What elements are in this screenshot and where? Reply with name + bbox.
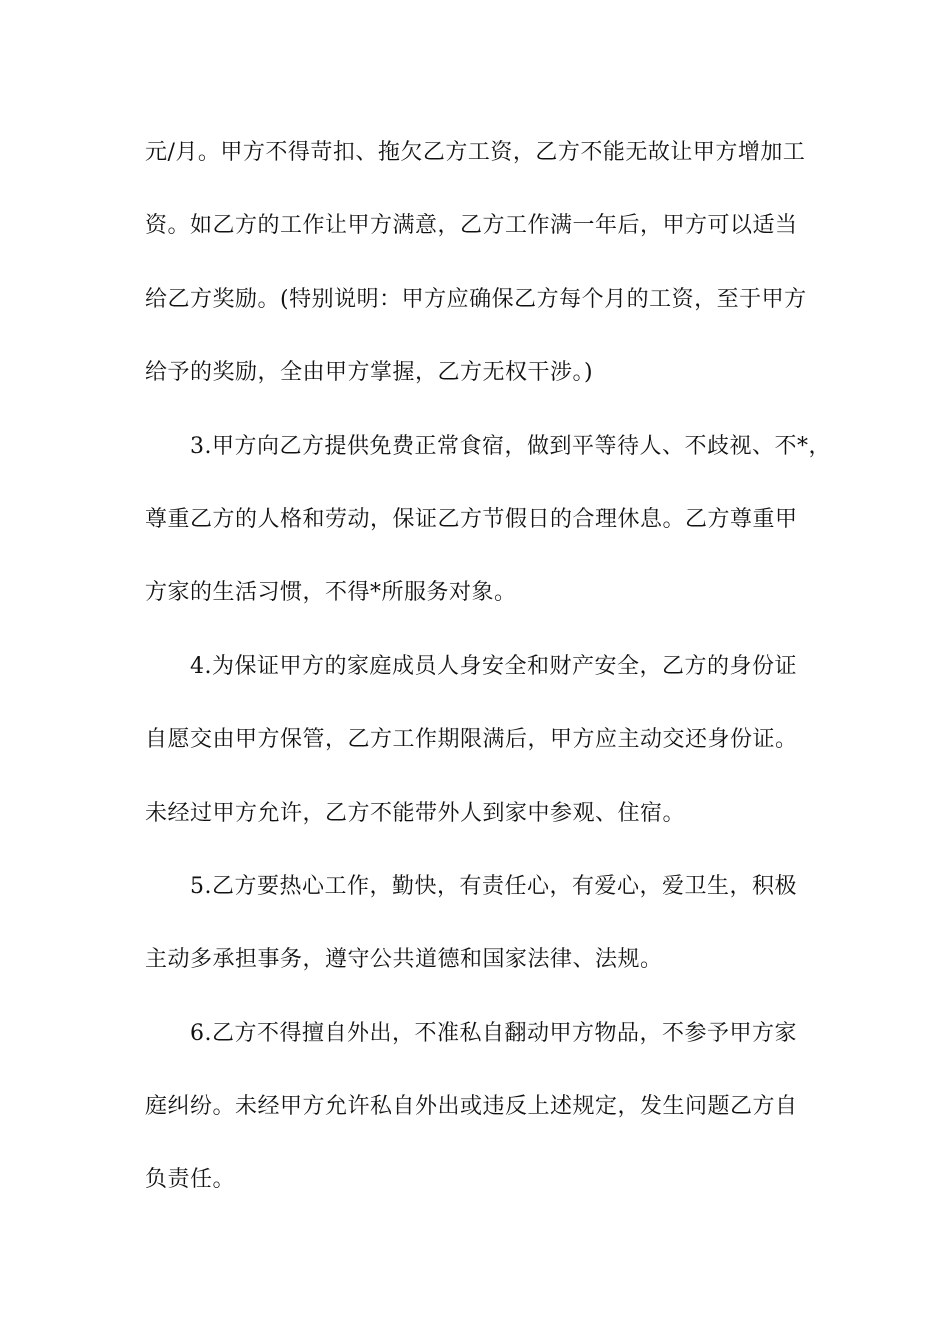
text-line: 元/月。甲方不得苛扣、拖欠乙方工资，乙方不能无故让甲方增加工 xyxy=(145,140,806,165)
text-line: 尊重乙方的人格和劳动，保证乙方节假日的合理休息。乙方尊重甲 xyxy=(145,507,798,532)
text-line: 方家的生活习惯，不得*所服务对象。 xyxy=(145,580,517,605)
text-line: 自愿交由甲方保管，乙方工作期限满后，甲方应主动交还身份证。 xyxy=(145,727,798,752)
text-line: 给乙方奖励。(特别说明：甲方应确保乙方每个月的工资，至于甲方 xyxy=(145,287,807,312)
clause-3-line: 3.甲方向乙方提供免费正常食宿，做到平等待人、不歧视、不*， xyxy=(190,434,831,459)
text-line: 资。如乙方的工作让甲方满意，乙方工作满一年后，甲方可以适当 xyxy=(145,213,798,238)
text-line: 负责任。 xyxy=(145,1167,236,1192)
text-line: 主动多承担事务，遵守公共道德和国家法律、法规。 xyxy=(145,947,663,972)
clause-6-line: 6.乙方不得擅自外出，不准私自翻动甲方物品，不参予甲方家 xyxy=(190,1021,797,1046)
clause-4-line: 4.为保证甲方的家庭成员人身安全和财产安全，乙方的身份证 xyxy=(190,654,797,679)
text-line: 给予的奖励，全由甲方掌握，乙方无权干涉。) xyxy=(145,360,594,385)
text-line: 未经过甲方允许，乙方不能带外人到家中参观、住宿。 xyxy=(145,801,686,826)
clause-5-line: 5.乙方要热心工作，勤快，有责任心，有爱心，爱卫生，积极 xyxy=(190,874,797,899)
text-line: 庭纠纷。未经甲方允许私自外出或违反上述规定，发生问题乙方自 xyxy=(145,1094,798,1119)
